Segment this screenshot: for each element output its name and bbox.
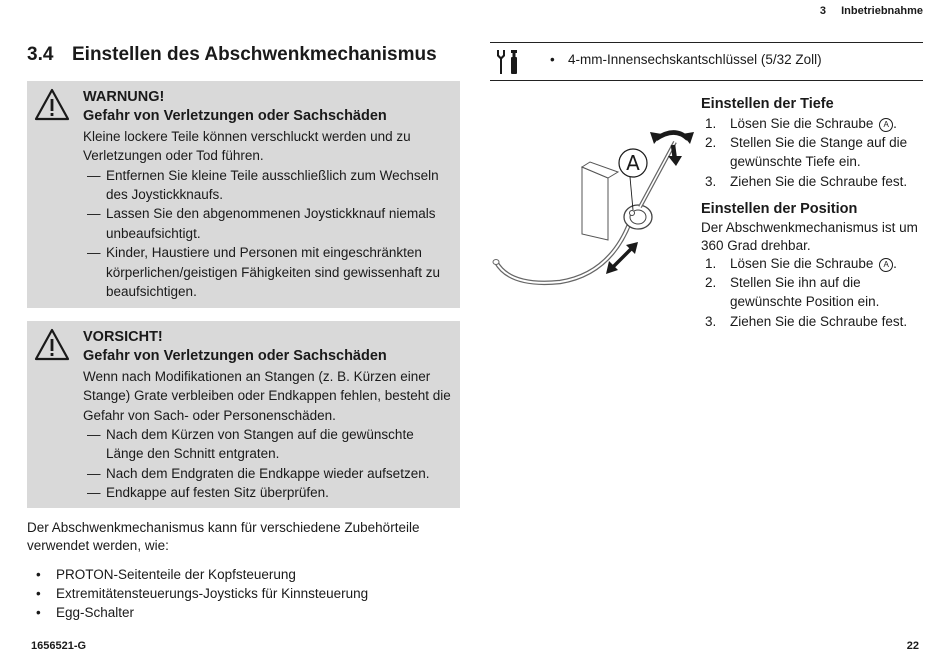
accessory-item: • Egg-Schalter xyxy=(27,603,368,622)
depth-steps xyxy=(701,114,923,191)
position-step: 2. Stellen Sie ihn auf die gewünschte Position ein. xyxy=(705,275,880,310)
tool-item: • 4-mm-Innensechskantschlüssel (5/32 Zoll) xyxy=(568,52,822,67)
depth-step: 3. Ziehen Sie die Schraube fest. xyxy=(705,173,908,189)
position-section xyxy=(701,200,923,331)
caution-item: — Endkappe auf festen Sitz überprüfen. xyxy=(83,483,454,502)
position-steps xyxy=(701,254,923,331)
depth-step: 1. Lösen Sie die Schraube A . xyxy=(705,116,897,131)
warning-box xyxy=(27,81,460,308)
document-id: 1656521-G xyxy=(31,640,87,652)
caution-item: — Nach dem Endgraten die Endkappe wieder aufsetzen. xyxy=(83,464,454,483)
warning-text: Kleine lockere Teile können verschluckt werden und zu Verletzungen oder Tod führen. xyxy=(83,128,411,164)
callout-a-icon: A xyxy=(879,258,893,272)
caution-hazard: Gefahr von Verletzungen oder Sachschäden xyxy=(83,348,387,365)
caution-content xyxy=(83,328,454,503)
warning-signal: WARNUNG! xyxy=(83,89,165,105)
depth-section xyxy=(701,95,923,191)
warning-content xyxy=(83,88,454,301)
depth-heading: Einstellen der Tiefe xyxy=(701,96,834,112)
section-title xyxy=(27,44,437,66)
page-header xyxy=(808,5,923,17)
caution-icon xyxy=(34,328,70,361)
callout-a-icon: A xyxy=(879,118,893,132)
chapter-number: 3 xyxy=(819,5,827,17)
section-number: 3.4 xyxy=(27,44,54,65)
warning-item: — Entfernen Sie kleine Teile ausschließlich zum Wechseln des Joystickknaufs. xyxy=(83,166,454,205)
section-title-text: Einstellen des Abschwenkmechanismus xyxy=(72,44,437,65)
callout-label-a: A xyxy=(626,151,640,175)
warning-icon xyxy=(34,88,70,121)
caution-list xyxy=(83,425,454,503)
caution-box xyxy=(27,321,460,508)
position-text: Der Abschwenkmechanismus ist um 360 Grad drehbar. xyxy=(701,220,918,253)
caution-item: — Nach dem Kürzen von Stangen auf die gewünschte Länge den Schnitt entgraten. xyxy=(83,425,454,464)
warning-hazard: Gefahr von Verletzungen oder Sachschäden xyxy=(83,108,387,125)
accessory-list xyxy=(27,565,368,622)
position-step: 1. Lösen Sie die Schraube A . xyxy=(705,256,897,271)
position-step: 3. Ziehen Sie die Schraube fest. xyxy=(705,313,908,329)
page-number: 22 xyxy=(906,640,919,652)
swing-away-mechanism-illustration xyxy=(490,122,700,292)
warning-item: — Kinder, Haustiere und Personen mit eingeschränkten körperlichen/geistigen Fähigkeiten sind gewissenhaft zu beaufsichtigen. xyxy=(83,243,454,301)
depth-step: 2. Stellen Sie die Stange auf die gewünschte Tiefe ein. xyxy=(705,135,908,170)
position-heading: Einstellen der Position xyxy=(701,201,858,217)
caution-text: Wenn nach Modifikationen an Stangen (z. B. Kürzen einer Stange) Grate verbleiben oder Endkappen fehlen, besteht die Gefahr von Sach- oder Personenschäden. xyxy=(83,368,451,423)
accessory-item: • Extremitätensteuerungs-Joysticks für Kinnsteuerung xyxy=(27,584,368,603)
intro-paragraph: Der Abschwenkmechanismus kann für verschiedene Zubehörteile verwendet werden, wie: xyxy=(27,520,420,553)
tools-icon xyxy=(496,49,520,75)
tools-row xyxy=(490,42,923,81)
chapter-title: Inbetriebnahme xyxy=(841,5,923,17)
accessory-item: • PROTON-Seitenteile der Kopfsteuerung xyxy=(27,565,368,584)
caution-signal: VORSICHT! xyxy=(83,329,163,345)
warning-list xyxy=(83,166,454,302)
warning-item: — Lassen Sie den abgenommenen Joystickknauf niemals unbeaufsichtigt. xyxy=(83,204,454,243)
